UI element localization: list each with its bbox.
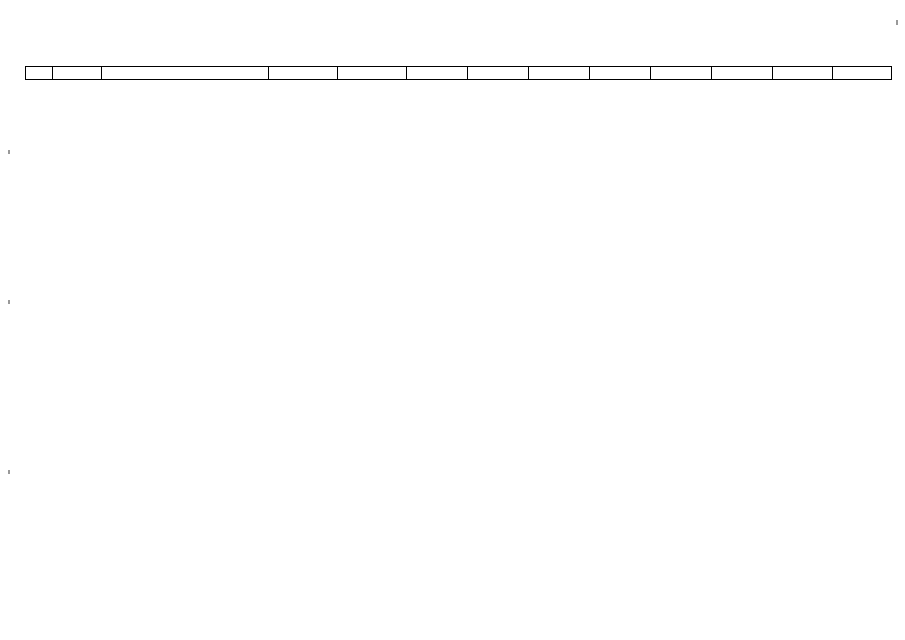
indicators-table [25, 66, 892, 80]
column-number-header [468, 67, 529, 80]
table-header-row [26, 67, 892, 80]
scan-edge-mark [896, 20, 898, 25]
column-number-header [338, 67, 407, 80]
column-number-header [269, 67, 338, 80]
scan-edge-mark [8, 470, 10, 474]
column-number-header [407, 67, 468, 80]
column-number-header [712, 67, 773, 80]
column-number-header [590, 67, 651, 80]
scan-edge-mark [8, 150, 10, 154]
column-number-header [529, 67, 590, 80]
column-number-header [102, 67, 269, 80]
scan-edge-mark [8, 300, 10, 304]
column-number-header [53, 67, 102, 80]
column-number-header [26, 67, 53, 80]
column-number-header [833, 67, 892, 80]
column-number-header [773, 67, 833, 80]
column-number-header [651, 67, 712, 80]
